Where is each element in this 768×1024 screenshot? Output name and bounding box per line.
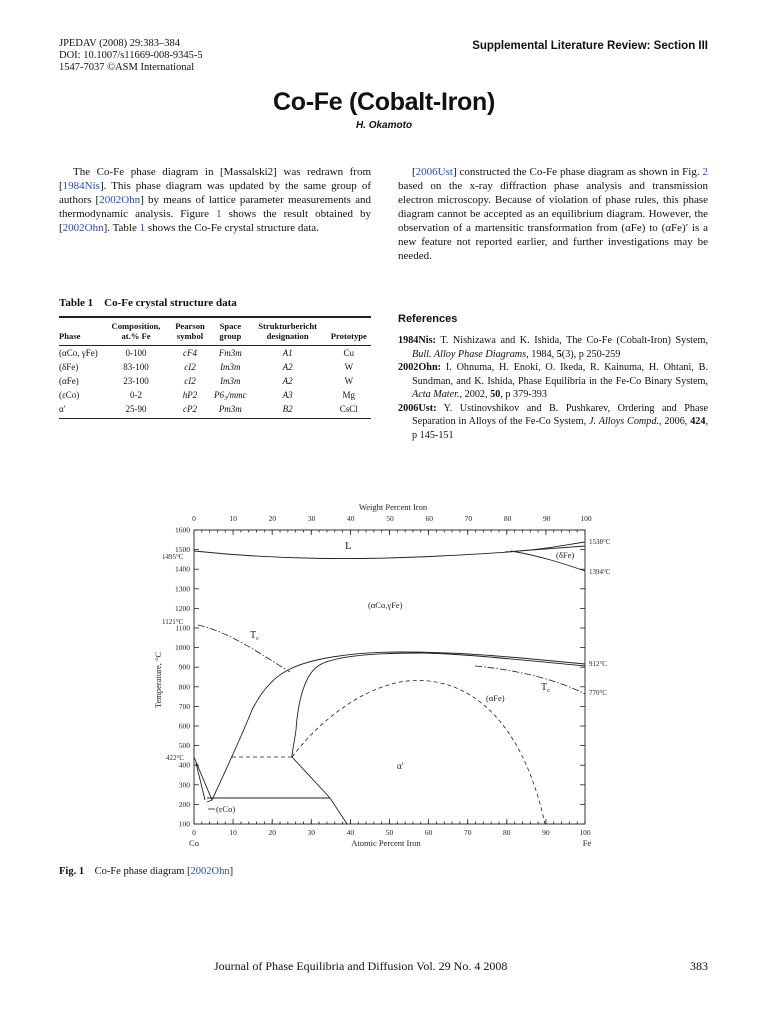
x-tick-label-bottom: 50 [385,828,394,837]
table-cell: α′ [59,402,104,419]
curie-line-left [198,625,290,672]
x-tick-label-top: 80 [503,514,512,523]
reference-item: 2002Ohn: I. Ohnuma, H. Enoki, O. Ikeda, R. Kainuma, H. Ohtani, B. Sundman, and K. Ishida, Phase Equilibria in the Fe-Co Binary System, Acta Mater., 2002, 50, p 379-393 [398,362,708,400]
table-cell: B2 [249,402,327,419]
issn-line: 1547-7037 ©ASM International [59,62,195,73]
phase-label-tc-left: $T_c$ [250,630,259,642]
table-cell: cP2 [168,402,212,419]
doi-line: DOI: 10.1007/s11669-008-9345-5 [59,50,203,61]
citation-link[interactable]: 1984Nis [62,180,100,192]
temp-label-770: 770°C [589,689,607,697]
x-tick-label-top: 30 [307,514,316,523]
table-link[interactable]: 1 [139,222,146,234]
table-cell: 83-100 [123,362,149,372]
phase-label-alpha-prime: α′ [397,761,404,771]
phase-label-delta-fe: (δFe) [556,550,575,560]
x-tick-label-bottom: 80 [503,828,511,837]
x-tick-label-bottom: 10 [229,828,237,837]
section-header: Supplemental Literature Review: Section III [472,40,708,52]
citation-link[interactable]: 2002Ohn [62,222,104,234]
reference-item: 2006Ust: Y. Ustinovshikov and B. Pushkarev, Ordering and Phase Separation in Alloys of the Fe-Co System, J. Alloys Compd., 2006, 424, p 145-151 [398,402,709,441]
page-number: 383 [690,959,708,973]
phase-label-tc-right: $T_c$ [541,682,550,694]
figure-caption: Fig. 1 Co-Fe phase diagram [2002Ohn] [59,866,234,877]
table-cell: 23-100 [123,376,149,386]
y-tick-label: 1100 [175,623,190,633]
x-tick-label-top: 0 [192,514,196,523]
table-cell: Fm3m [218,348,242,358]
table-cell: cI2 [184,376,196,386]
table-cell: 0-100 [125,348,147,358]
right-element-label: Fe [582,838,592,848]
table-cell: 25-90 [104,402,168,419]
table-cell: cI2 [184,362,196,372]
table-cell: Im3m [220,362,241,372]
table-row [59,346,371,361]
citation-link[interactable]: 2006Ust [415,166,453,178]
x-tick-label-bottom: 0 [192,828,196,837]
table-cell: cF4 [183,348,197,358]
y-tick-label: 1300 [175,584,190,594]
x-tick-label-bottom: 70 [463,828,472,837]
citation-link[interactable]: 2002Ohn [190,866,230,877]
y-axis-label: Temperature, °C [153,651,163,709]
y-tick-label: 200 [178,799,190,809]
table-row [59,388,371,402]
y-tick-label: 1400 [175,564,190,574]
footer-journal: Journal of Phase Equilibria and Diffusion Vol. 29 No. 4 2008 [214,959,508,973]
x-tick-label-bottom: 30 [307,828,316,837]
table-cell: (εCo) [59,390,80,400]
temp-label-1121: 1121°C [162,618,184,626]
table-header: Strukturbericht designation [249,318,327,346]
table-cell: Cu [343,348,355,358]
y-tick-label: 1200 [175,603,190,613]
phase-diagram [150,500,630,855]
table-header: Space group [212,318,249,346]
table-cell: W [344,376,354,386]
x-tick-label-top: 70 [464,514,473,523]
table-header: Pearson symbol [168,318,212,346]
reference-item: 1984Nis: T. Nishizawa and K. Ishida, The Co-Fe (Cobalt-Iron) System, Bull. Alloy Phase Diagrams, 1984, 5(3), p 250-259 [398,335,708,360]
x-tick-label-bottom: 60 [424,828,433,837]
y-tick-label: 300 [178,780,190,790]
table-cell: Pm3m [212,402,249,419]
order-dome-dashed [292,680,545,824]
table-cell: hP2 [182,390,198,400]
y-tick-label: 400 [178,760,190,770]
y-tick-label: 1500 [175,545,190,555]
table-cell: P6₃/mmc [214,390,247,400]
table-cell: (αCo, γFe) [59,348,98,358]
phase-label-alpha-fe: (αFe) [486,693,505,703]
left-element-label: Co [189,838,199,848]
journal-info-line: JPEDAV (2008) 29:383–384 [59,38,180,49]
table-cell: A2 [282,376,293,386]
phase-label-aco-gfe: (αCo,γFe) [368,600,403,610]
y-tick-label: 100 [178,819,190,829]
table-cell: A3 [282,390,293,400]
references-heading: References [398,313,458,325]
phase-label-epsilon-co: (εCo) [216,804,236,814]
figure-link[interactable]: 2 [702,166,708,178]
y-tick-label: 900 [178,662,190,672]
table-header: Phase [59,318,104,346]
gamma-alpha-dome-inner [292,653,585,757]
x-tick-label-top: 20 [268,514,277,523]
intro-paragraph-right: [2006Ust] constructed the Co-Fe phase diagram as shown in Fig. 2 based on the x-ray diffraction phase analysis and transmission electron microscopy. Because of violation of phase rules, this phase diagram cannot be accepted as an equilibrium diagram. However, the observation of a martensitic transformation from (αFe) to (αFe)′ is a new feature not reported earlier, and further investigations may be needed. [398,166,708,262]
table-cell: Mg [342,390,356,400]
x-tick-label-top: 100 [580,514,592,523]
author-name: H. Okamoto [355,120,413,131]
eco-boundary [194,757,212,802]
table-row [59,402,371,419]
x-tick-label-top: 90 [543,514,551,523]
article-title: Co-Fe (Cobalt-Iron) [272,88,496,116]
x-tick-label-top: 60 [425,514,433,523]
references-list [398,334,708,442]
temp-label-1394: 1394°C [589,568,611,576]
table-title: Table 1 Co-Fe crystal structure data [59,297,237,309]
table-cell: A2 [282,362,293,372]
table-cell: (δFe) [59,362,79,372]
x-tick-label-top: 40 [347,514,355,523]
x-tick-label-top: 50 [386,514,394,523]
curie-line-right [475,666,585,694]
x-tick-label-bottom: 100 [579,828,591,837]
y-tick-label: 1600 [175,525,190,535]
table-header: Composition, at.% Fe [104,318,168,346]
table-row [59,374,371,388]
top-axis-label: Weight Percent Iron [358,502,428,512]
table-cell: CsCl [327,402,371,419]
table-row [59,360,371,374]
y-tick-label: 800 [178,682,190,692]
table-cell: A1 [282,348,293,358]
temp-label-422: 422°C [166,754,184,762]
table-cell: W [344,362,354,372]
x-tick-label-bottom: 20 [268,828,276,837]
intro-paragraph-left: The Co-Fe phase diagram in [Massalski2] was redrawn from [1984Nis]. This phase diagram was updated by the same group of authors [2002Ohn] by means of lattice parameter measurements and thermodynamic analysis. Figure 1 shows the result obtained by [2002Ohn]. Table 1 shows the Co-Fe crystal structure data. [59,166,372,234]
x-tick-label-bottom: 90 [542,828,550,837]
y-tick-label: 500 [178,741,190,751]
table-cell: 0-2 [130,390,142,400]
phase-label-liquid: L [345,540,352,552]
y-tick-label: 1000 [175,643,190,653]
figure-link[interactable]: 1 [216,208,222,220]
journal-info [59,38,203,74]
crystal-structure-table [59,316,371,419]
temp-label-1495: 1495°C [162,553,184,561]
temp-label-912: 912°C [589,660,607,668]
alpha-left-vertical [292,757,347,824]
citation-link[interactable]: 2002Ohn [99,194,141,206]
x-tick-label-bottom: 40 [346,828,355,837]
table-cell: (αFe) [59,376,79,386]
temp-label-1538: 1538°C [589,538,611,546]
y-tick-label: 700 [178,701,190,711]
table-header: Prototype [327,318,371,346]
x-tick-label-top: 10 [229,514,237,523]
table-cell: Im3m [220,376,241,386]
bottom-axis-label: Atomic Percent Iron [351,838,421,848]
y-tick-label: 600 [178,721,190,731]
